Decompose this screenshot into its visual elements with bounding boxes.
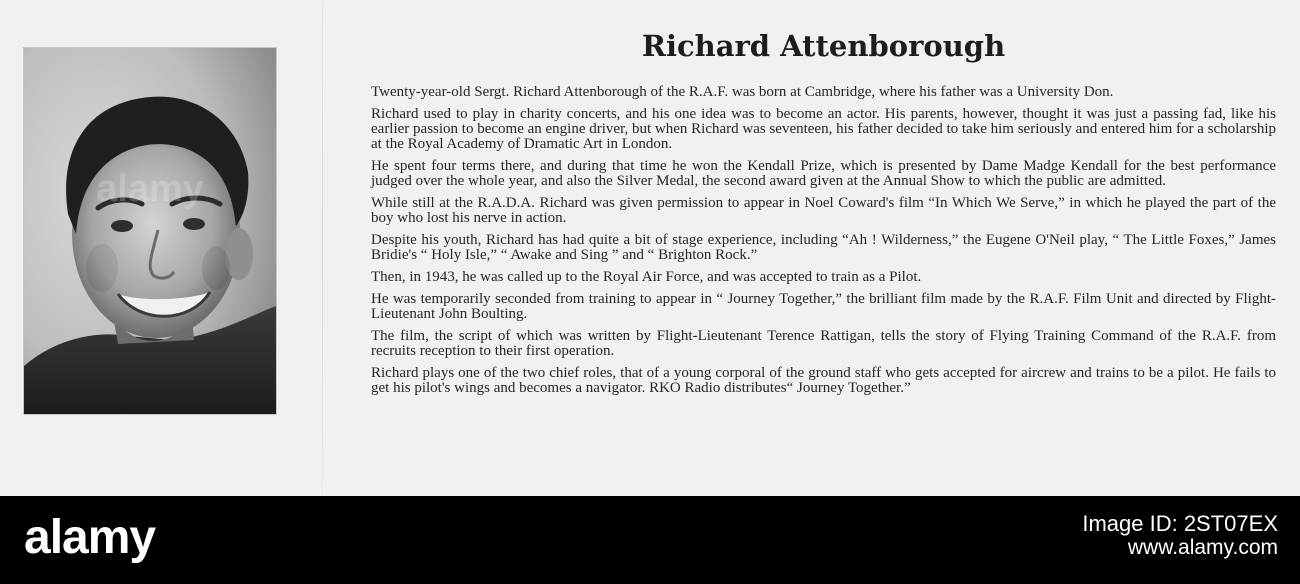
alamy-logo: alamy — [24, 511, 156, 564]
article-body — [371, 85, 1276, 396]
article-paragraph: He spent four terms there, and during that time he won the Kendall Prize, which is presented by Dame Madge Kendall for the best performance judged over the whole year, and also the Silver Medal, the second award given at the Annual Show to which the public are admitted. — [371, 158, 1276, 189]
article-paragraph: The film, the script of which was written by Flight-Lieutenant Terence Rattigan, tells the story of Flying Training Command of the R.A.F. from recruits reception to their first operation. — [371, 328, 1276, 359]
article-paragraph: Then, in 1943, he was called up to the Royal Air Force, and was accepted to train as a Pilot. — [371, 269, 922, 285]
image-id: Image ID: 2ST07EX — [1082, 511, 1278, 536]
portrait-photo-icon — [24, 48, 276, 414]
image-id-block — [1082, 512, 1278, 560]
article-paragraph: He was temporarily seconded from training to appear in “ Journey Together,” the brilliant film made by the R.A.F. Film Unit and directed by Flight-Lieutenant John Boulting. — [371, 291, 1276, 322]
portrait-photo — [24, 48, 276, 414]
article-paragraph: Twenty-year-old Sergt. Richard Attenborough of the R.A.F. was born at Cambridge, where his father was a University Don. — [371, 84, 1114, 100]
article-paragraph: Richard plays one of the two chief roles, that of a young corporal of the ground staff who gets accepted for aircrew and trains to be a pilot. He fails to get his pilot's wings and becomes a navigator. RKO Radio distributes“ Journey Together.” — [371, 365, 1276, 396]
article-paragraph: Despite his youth, Richard has had quite a bit of stage experience, including “Ah ! Wilderness,” the Eugene O'Neil play, “ The Little Foxes,” James Bridie's “ Holy Isle,” “ Awake and Sing ” and “ Brighton Rock.” — [371, 232, 1276, 263]
article-paragraph: Richard used to play in charity concerts, and his one idea was to become an actor. His parents, however, thought it was just a passing fad, like his earlier passion to become an engine driver, but when Richard was seventeen, his father decided to take him seriously and entered him for a scholarship at the Royal Academy of Dramatic Art in London. — [371, 106, 1276, 152]
article-paragraph: While still at the R.A.D.A. Richard was given permission to appear in Noel Coward's film “In Which We Serve,” in which he played the part of the boy who lost his nerve in action. — [371, 195, 1276, 226]
stock-url: www.alamy.com — [1127, 536, 1278, 559]
article — [371, 24, 1276, 403]
article-title: Richard Attenborough — [641, 29, 1006, 63]
watermark-logo: alamy — [96, 168, 204, 210]
page-fold-divider — [322, 0, 323, 496]
